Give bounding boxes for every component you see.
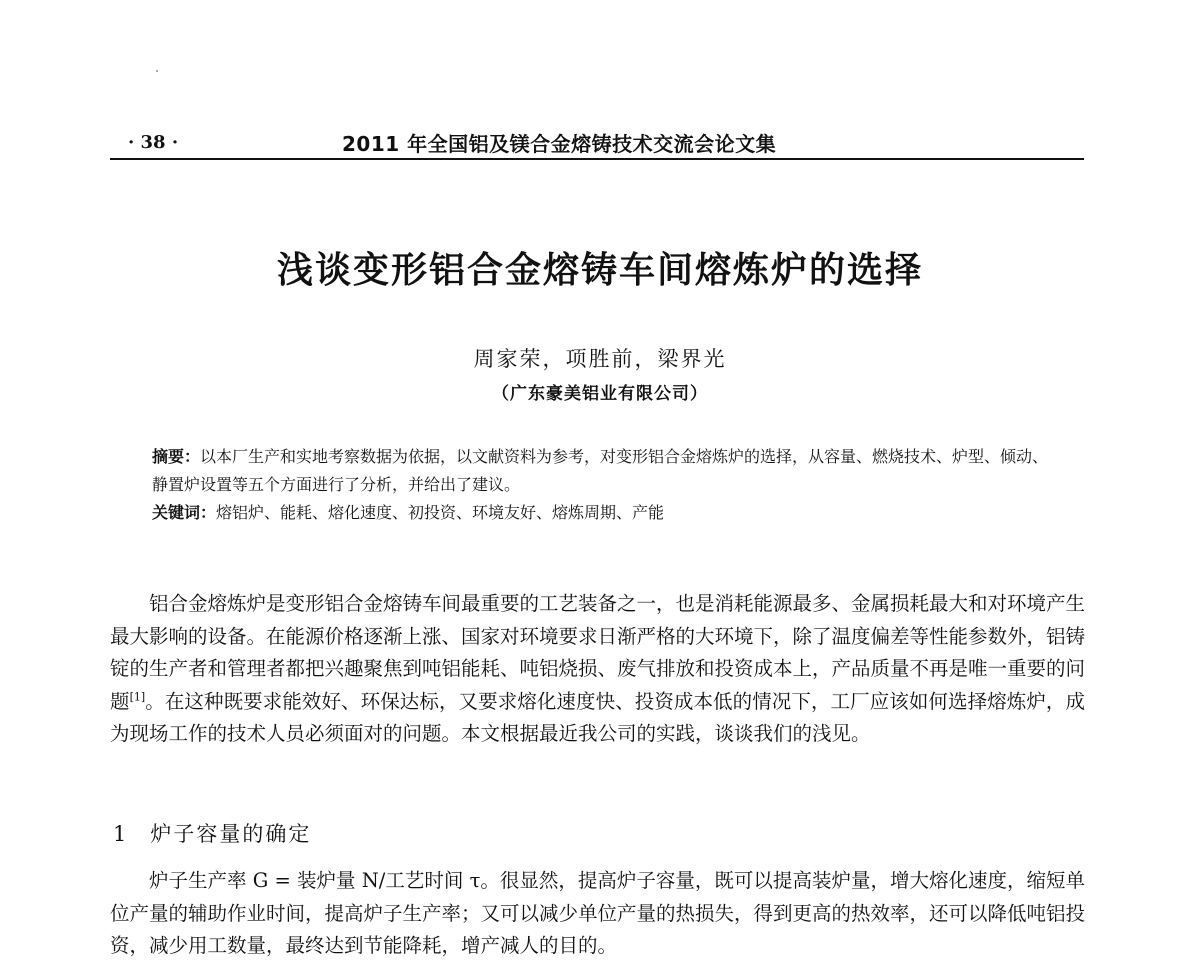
article-title: 浅谈变形铝合金熔铸车间熔炼炉的选择 [276, 249, 923, 291]
page-number: · 38 · [128, 132, 179, 153]
keywords-label: 关键词： [152, 503, 217, 522]
article-authors: 周家荣，项胜前，梁界光 [473, 347, 727, 371]
keywords-text: 熔铝炉、能耗、熔化速度、初投资、环境友好、熔炼周期、产能 [216, 503, 665, 522]
intro-section [110, 588, 1085, 751]
section1-paragraph: 炉子生产率 G = 装炉量 N/工艺时间 τ。很显然，提高炉子容量，既可以提高装炉量，增大熔化速度，缩短单位产量的辅助作业时间，提高炉子生产率；又可以减少单位产量的热损失，得到更高的热效率，还可以降低吨铝投资，减少用工数量，最终达到节能降耗，增产减人的目的。 [110, 869, 1086, 957]
section1-body [110, 865, 1085, 963]
section-heading [113, 818, 311, 848]
abstract-block [152, 443, 1057, 527]
running-header [110, 122, 1084, 160]
abstract-text: 以本厂生产和实地考察数据为依据，以文献资料为参考，对变形铝合金熔炼炉的选择，从容量、燃烧技术、炉型、倾动、静置炉设置等五个方面进行了分析，并给出了建议。 [152, 447, 1049, 494]
intro-text-part1: 铝合金熔炼炉是变形铝合金熔铸车间最重要的工艺装备之一，也是消耗能源最多、金属损耗最大和对环境产生最大影响的设备。在能源价格逐渐上涨、国家对环境要求日渐严格的大环境下，除了温度偏差等性能参数外，铝铸锭的生产者和管理者都把兴趣聚焦到吨铝能耗、吨铝烧损、废气排放和投资成本上，产品质量不再是唯一重要的问题 [110, 592, 1086, 713]
section-title: 炉子容量的确定 [150, 822, 312, 846]
article-affiliation: （广东豪美铝业有限公司） [492, 384, 708, 404]
abstract-label: 摘要： [152, 447, 201, 466]
citation-ref: [1] [129, 690, 146, 703]
keywords-paragraph [152, 499, 1057, 527]
abstract-paragraph [152, 443, 1057, 499]
running-title: 2011 年全国铝及镁合金熔铸技术交流会论文集 [342, 132, 777, 156]
intro-paragraph [110, 588, 1085, 751]
section-number: 1 [113, 822, 129, 846]
intro-text-part2: 。在这种既要求能效好、环保达标，又要求熔化速度快、投资成本低的情况下，工厂应该如何选择熔炼炉，成为现场工作的技术人员必须面对的问题。本文根据最近我公司的实践，谈谈我们的浅见。 [110, 689, 1085, 745]
scan-speck [156, 70, 158, 72]
